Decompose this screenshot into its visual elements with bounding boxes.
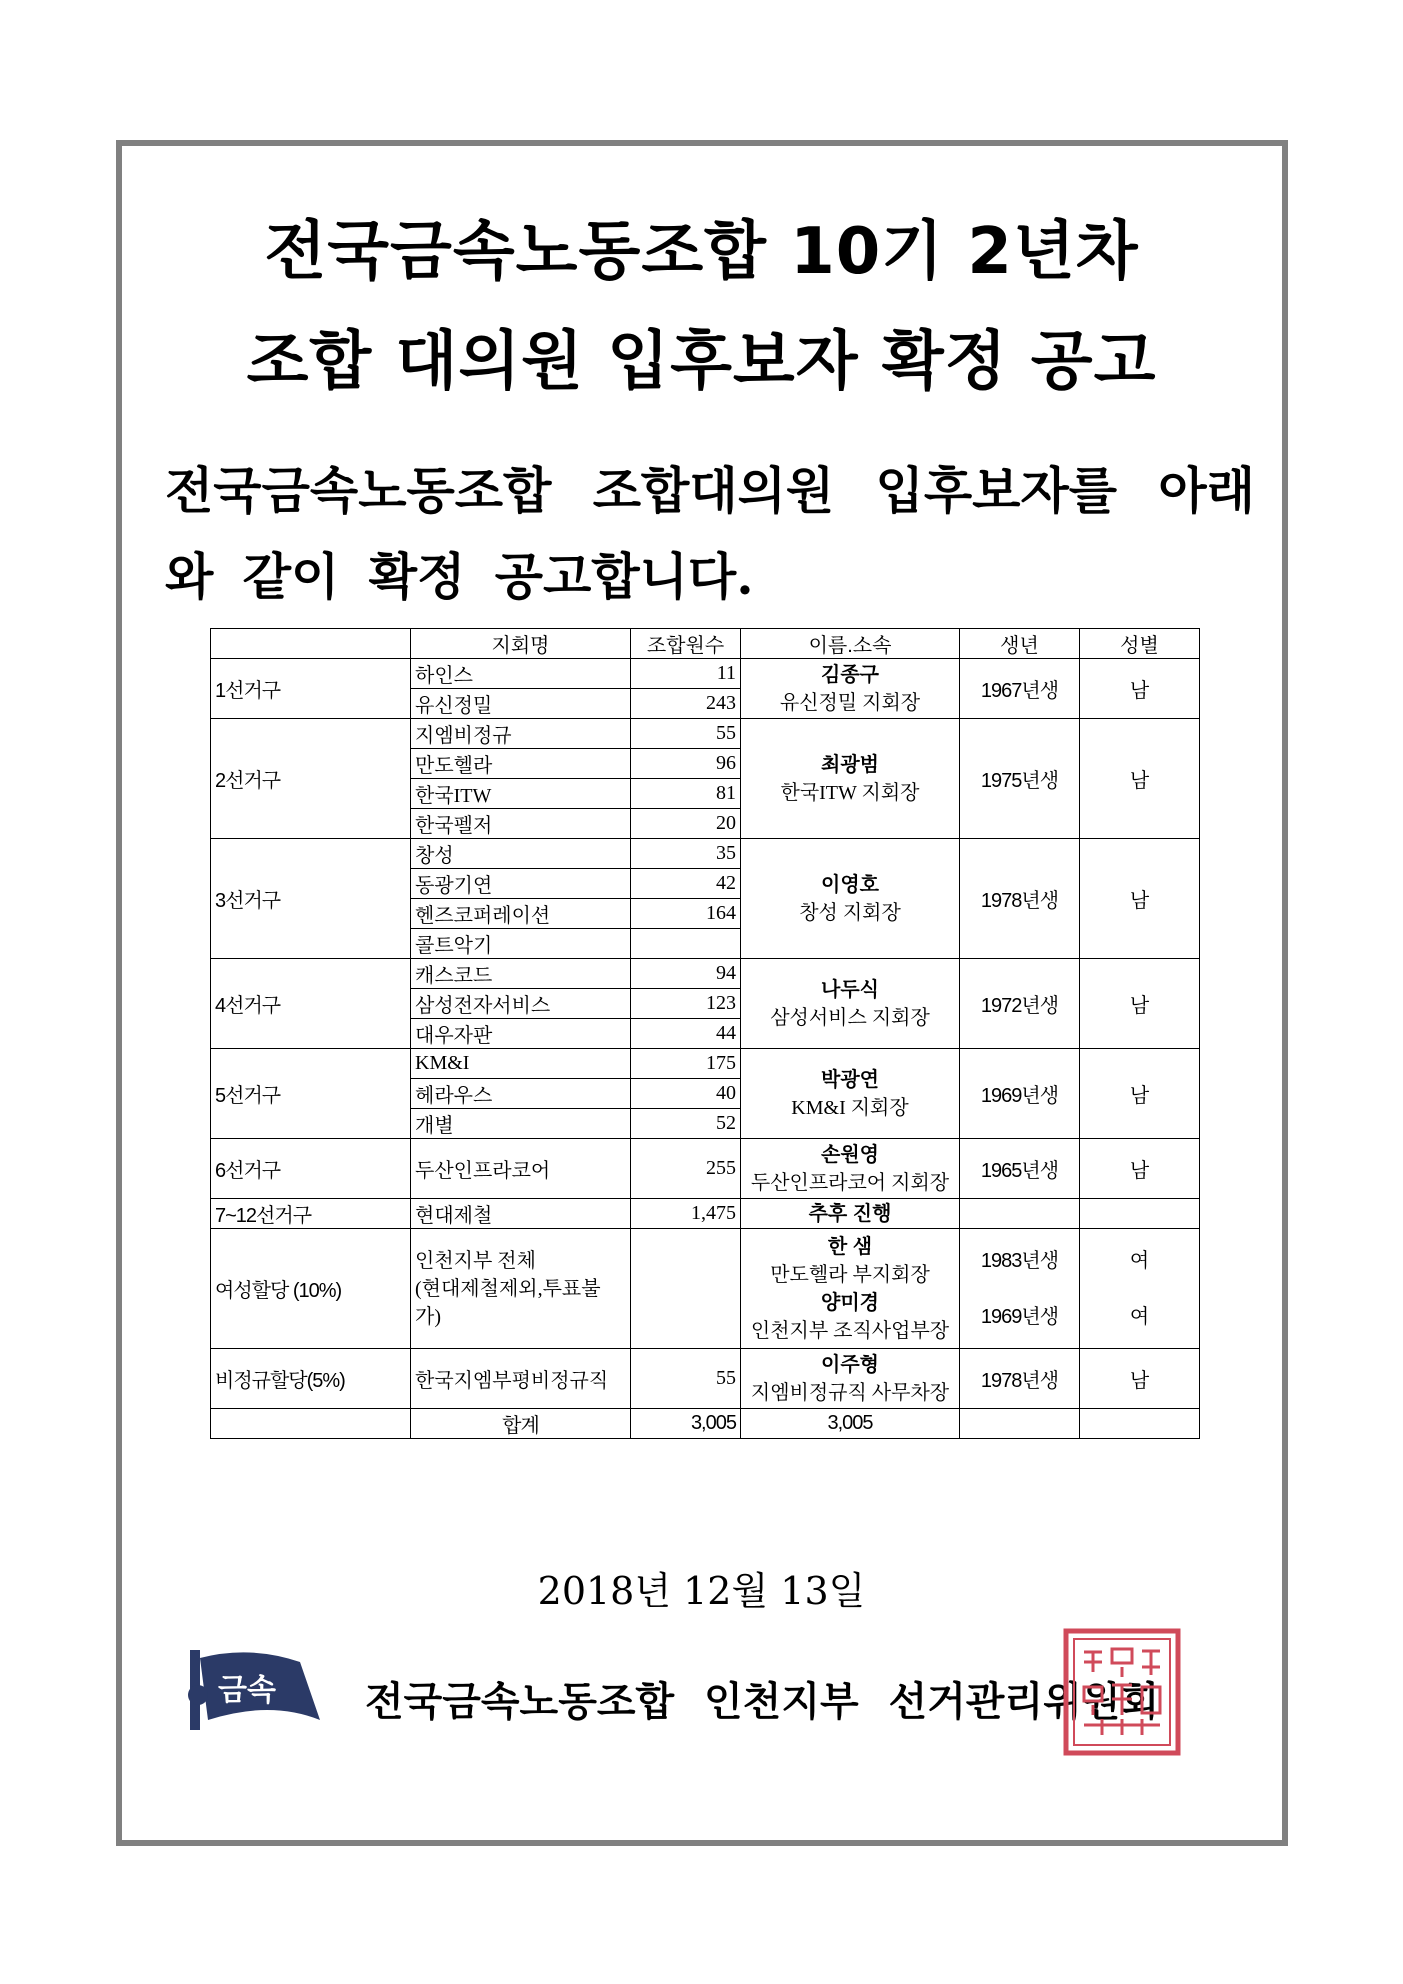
- branch-cell: 하인스: [411, 659, 631, 689]
- candidate-table: [210, 628, 1200, 1439]
- birth-year-cell: [960, 1349, 1080, 1409]
- candidate-cell: [741, 1229, 960, 1349]
- sex-cell: [1080, 1199, 1200, 1229]
- branch-cell: 현대제철: [411, 1199, 631, 1229]
- district-cell: 비정규할당(5%): [211, 1349, 411, 1409]
- branch-cell: 두산인프라코어: [411, 1139, 631, 1199]
- table-row: [211, 1049, 1200, 1079]
- district-cell: 7~12선거구: [211, 1199, 411, 1229]
- branch-cell: KM&I: [411, 1049, 631, 1079]
- total-members: 3,005: [631, 1409, 741, 1439]
- sex: 남: [1129, 890, 1150, 912]
- intro-text: 전국금속노동조합 조합대의원 입후보자를 아래와 같이 확정 공고합니다.: [165, 461, 1255, 606]
- logo-text: 금속: [218, 1673, 276, 1708]
- candidate-name: 김종구: [821, 663, 879, 686]
- birth-year: 1978년생: [980, 890, 1059, 912]
- member-count-cell: 255: [631, 1139, 741, 1199]
- title-line-1: 전국금속노동조합 10기 2년차: [264, 215, 1139, 289]
- branch-cell: 헤라우스: [411, 1079, 631, 1109]
- sex: 남: [1129, 680, 1150, 702]
- table-row: [211, 659, 1200, 689]
- member-count-cell: 55: [631, 1349, 741, 1409]
- sex: 남: [1129, 995, 1150, 1017]
- birth-year: 1969년생: [980, 1085, 1059, 1107]
- header-candidate: 이름.소속: [741, 629, 960, 659]
- birth-year-cell: [960, 1229, 1080, 1349]
- candidate-name: 양미경: [821, 1291, 879, 1314]
- birth-year-cell: [960, 659, 1080, 719]
- candidate-affiliation: 만도헬라 부지회장: [770, 1263, 930, 1286]
- birth-year-cell: [960, 959, 1080, 1049]
- candidate-cell: [741, 1139, 960, 1199]
- birth-year: 1975년생: [980, 770, 1059, 792]
- branch-cell: 한국펠저: [411, 809, 631, 839]
- member-count-cell: 123: [631, 989, 741, 1019]
- district-cell: 여성할당 (10%): [211, 1229, 411, 1349]
- table-row: [211, 1199, 1200, 1229]
- candidate-name: 최광범: [821, 753, 879, 776]
- sex: 여: [1129, 1305, 1150, 1328]
- branch-cell: 인천지부 전체 (현대제철제외,투표불가): [411, 1229, 631, 1349]
- birth-year-cell: [960, 1049, 1080, 1139]
- sex-cell: [1080, 659, 1200, 719]
- birth-year: 1967년생: [980, 680, 1059, 702]
- branch-cell: 한국지엠부평비정규직: [411, 1349, 631, 1409]
- district-cell: 1선거구: [211, 659, 411, 719]
- table-row: [211, 1349, 1200, 1409]
- birth-year: 1965년생: [980, 1160, 1059, 1182]
- candidate-affiliation: 유신정밀 지회장: [779, 691, 921, 714]
- branch-cell: 동광기연: [411, 869, 631, 899]
- candidate-cell: [741, 959, 960, 1049]
- candidate-name: 이주형: [821, 1353, 879, 1376]
- candidate-affiliation: 삼성서비스 지회장: [770, 1006, 930, 1029]
- candidate-name: 박광연: [821, 1068, 879, 1091]
- candidate-affiliation: 두산인프라코어 지회장: [750, 1171, 950, 1194]
- member-count-cell: 35: [631, 839, 741, 869]
- notice-date: 2018년 12월 13일: [537, 1569, 866, 1613]
- table-row: [211, 1229, 1200, 1349]
- total-empty-cell: [211, 1409, 411, 1439]
- candidate-affiliation: 인천지부 조직사업부장: [750, 1319, 950, 1342]
- member-count-cell: 164: [631, 899, 741, 929]
- candidate-cell: [741, 659, 960, 719]
- district-cell: 2선거구: [211, 719, 411, 839]
- sex-cell: [1080, 1139, 1200, 1199]
- header-district: [211, 629, 411, 659]
- sex: 남: [1129, 1085, 1150, 1107]
- table-header-row: [211, 629, 1200, 659]
- branch-cell: 개별: [411, 1109, 631, 1139]
- member-count-cell: 20: [631, 809, 741, 839]
- table-row: [211, 959, 1200, 989]
- header-birth-year: 생년: [960, 629, 1080, 659]
- member-count-cell: 42: [631, 869, 741, 899]
- sex-cell: [1080, 719, 1200, 839]
- table-row: [211, 1139, 1200, 1199]
- sex: 남: [1129, 1370, 1150, 1392]
- branch-cell: 헨즈코퍼레이션: [411, 899, 631, 929]
- header-sex: 성별: [1080, 629, 1200, 659]
- branch-cell: 창성: [411, 839, 631, 869]
- total-row: [211, 1409, 1200, 1439]
- member-count-cell: 175: [631, 1049, 741, 1079]
- member-count-cell: 243: [631, 689, 741, 719]
- birth-year-cell: [960, 839, 1080, 959]
- birth-year: 1972년생: [980, 995, 1059, 1017]
- sex: 여: [1129, 1249, 1150, 1272]
- branch-cell: 지엠비정규: [411, 719, 631, 749]
- total-empty-cell: [960, 1409, 1080, 1439]
- member-count-cell: 11: [631, 659, 741, 689]
- district-cell: 5선거구: [211, 1049, 411, 1139]
- sex-cell: [1080, 1049, 1200, 1139]
- branch-cell: 콜트악기: [411, 929, 631, 959]
- candidate-affiliation: 창성 지회장: [799, 901, 901, 924]
- branch-cell: 캐스코드: [411, 959, 631, 989]
- title-line-2: 조합 대의원 입후보자 확정 공고: [246, 325, 1157, 399]
- birth-year: 1983년생: [980, 1249, 1059, 1272]
- district-cell: 4선거구: [211, 959, 411, 1049]
- header-members: 조합원수: [631, 629, 741, 659]
- candidate-name: 한 샘: [827, 1235, 873, 1258]
- candidate-cell: [741, 1349, 960, 1409]
- member-count-cell: [631, 1229, 741, 1349]
- sex-cell: [1080, 839, 1200, 959]
- branch-cell: 삼성전자서비스: [411, 989, 631, 1019]
- member-count-cell: 96: [631, 749, 741, 779]
- branch-cell: 한국ITW: [411, 779, 631, 809]
- candidate-affiliation: 한국ITW 지회장: [780, 781, 920, 804]
- birth-year-cell: [960, 719, 1080, 839]
- candidate-affiliation: KM&I 지회장: [791, 1096, 909, 1119]
- header-branch: 지회명: [411, 629, 631, 659]
- district-cell: 3선거구: [211, 839, 411, 959]
- sex-cell: [1080, 959, 1200, 1049]
- total-empty-cell: [1080, 1409, 1200, 1439]
- branch-cell: 만도헬라: [411, 749, 631, 779]
- member-count-cell: 52: [631, 1109, 741, 1139]
- member-count-cell: 94: [631, 959, 741, 989]
- union-logo: [180, 1640, 330, 1740]
- member-count-cell: 1,475: [631, 1199, 741, 1229]
- sex: 남: [1129, 1160, 1150, 1182]
- candidate-name: 이영호: [821, 873, 879, 896]
- candidate-cell: [741, 839, 960, 959]
- member-count-cell: 55: [631, 719, 741, 749]
- birth-year-cell: [960, 1139, 1080, 1199]
- candidate-cell: [741, 719, 960, 839]
- district-cell: 6선거구: [211, 1139, 411, 1199]
- candidate-name: 나두식: [821, 978, 879, 1001]
- table-row: [211, 839, 1200, 869]
- member-count-cell: 40: [631, 1079, 741, 1109]
- table-row: [211, 719, 1200, 749]
- member-count-cell: 81: [631, 779, 741, 809]
- birth-year-cell: [960, 1199, 1080, 1229]
- organization-name: 전국금속노동조합 인천지부 선거관리위원회: [365, 1679, 1160, 1725]
- total-candidates: 3,005: [741, 1409, 960, 1439]
- birth-year: 1969년생: [980, 1305, 1059, 1328]
- candidate-cell: [741, 1199, 960, 1229]
- official-seal: [1062, 1627, 1182, 1757]
- sex: 남: [1129, 770, 1150, 792]
- candidate-affiliation: 지엠비정규직 사무차장: [750, 1381, 950, 1404]
- branch-cell: 유신정밀: [411, 689, 631, 719]
- candidate-name: 추후 진행: [808, 1202, 892, 1225]
- member-count-cell: [631, 929, 741, 959]
- member-count-cell: 44: [631, 1019, 741, 1049]
- candidate-name: 손원영: [821, 1143, 879, 1166]
- sex-cell: [1080, 1229, 1200, 1349]
- table-body: [211, 659, 1200, 1439]
- sex-cell: [1080, 1349, 1200, 1409]
- birth-year: 1978년생: [980, 1370, 1059, 1392]
- total-label: 합계: [411, 1409, 631, 1439]
- candidate-cell: [741, 1049, 960, 1139]
- branch-cell: 대우자판: [411, 1019, 631, 1049]
